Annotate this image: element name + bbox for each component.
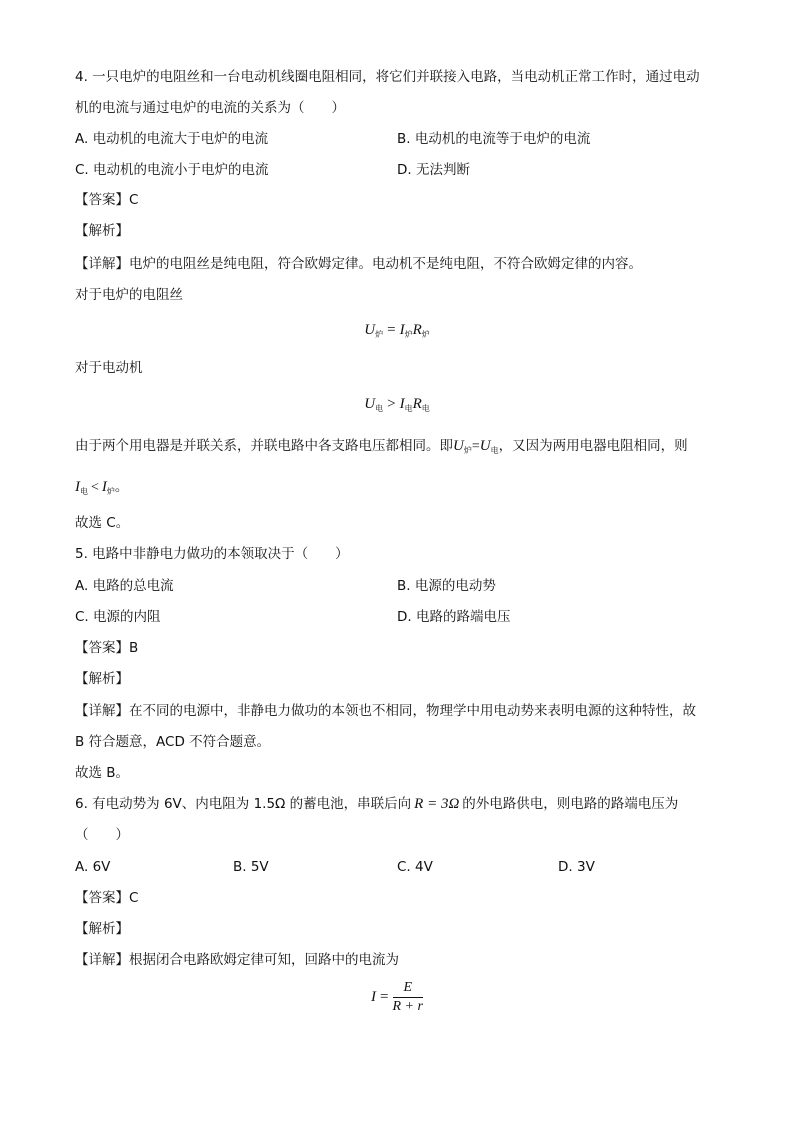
q6-stem: 6. 有电动势为 6V、内电阻为 1.5Ω 的蓄电池，串联后向 R = 3Ω 的外电路供电，则电路的路端电压为 — [75, 796, 679, 812]
q6-detail: 【详解】根据闭合电路欧姆定律可知，回路中的电流为 — [75, 952, 399, 968]
q5-final: 故选 B。 — [75, 765, 130, 781]
q4-stem-line2: 机的电流与通过电炉的电流的关系为（ ） — [75, 100, 345, 116]
q6-option-b: B. 5V — [233, 859, 269, 875]
q4-for-motor: 对于电动机 — [75, 360, 143, 376]
q6-option-c: C. 4V — [397, 859, 433, 875]
q5-analysis-label: 【解析】 — [75, 671, 129, 687]
q6-option-d: D. 3V — [558, 859, 595, 875]
q4-detail: 【详解】电炉的电阻丝是纯电阻，符合欧姆定律。电动机不是纯电阻，不符合欧姆定律的内容。 — [75, 256, 642, 272]
q5-answer: 【答案】B — [75, 640, 139, 656]
q5-detail-line1: 【详解】在不同的电源中，非静电力做功的本领也不相同，物理学中用电动势来表明电源的这种特性，故 — [75, 703, 696, 719]
q4-stem-line1: 4. 一只电炉的电阻丝和一台电动机线圈电阻相同，将它们并联接入电路，当电动机正常工作时，通过电动 — [75, 69, 700, 85]
q6-analysis-label: 【解析】 — [75, 921, 129, 937]
q4-option-d: D. 无法判断 — [397, 162, 470, 178]
q5-option-a: A. 电路的总电流 — [75, 578, 174, 594]
q4-equation-furnace: $U_炉 = I_炉R_炉$ — [364, 322, 430, 339]
fraction: $\frac{E}{R + r}$ — [392, 980, 423, 1014]
q5-option-d: D. 电路的路端电压 — [397, 609, 511, 625]
q6-option-a: A. 6V — [75, 859, 111, 875]
q5-option-b: B. 电源的电动势 — [397, 578, 496, 594]
q6-current-formula: I = $\frac{E}{R + r}$ — [371, 980, 423, 1014]
q4-option-a: A. 电动机的电流大于电炉的电流 — [75, 131, 269, 147]
q4-option-c: C. 电动机的电流小于电炉的电流 — [75, 162, 269, 178]
q5-detail-line2: B 符合题意，ACD 不符合题意。 — [75, 734, 271, 750]
q4-answer: 【答案】C — [75, 192, 139, 208]
q5-stem: 5. 电路中非静电力做功的本领取决于（ ） — [75, 546, 349, 562]
q4-option-b: B. 电动机的电流等于电炉的电流 — [397, 131, 591, 147]
q4-conclusion: $I_电 < I_炉$。 — [75, 479, 129, 496]
q4-equation-motor: $U_电 > I_电R_电$ — [364, 396, 430, 413]
q5-option-c: C. 电源的内阻 — [75, 609, 161, 625]
q6-answer: 【答案】C — [75, 890, 139, 906]
q4-analysis-label: 【解析】 — [75, 223, 129, 239]
q6-stem-line2: （ ） — [75, 827, 129, 843]
q4-for-furnace: 对于电炉的电阻丝 — [75, 287, 183, 303]
q4-final: 故选 C。 — [75, 515, 130, 531]
q4-reason: 由于两个用电器是并联关系，并联电路中各支路电压都相同。即$U_炉=U_电$，又因为两用电器电阻相同，则 — [75, 438, 688, 455]
